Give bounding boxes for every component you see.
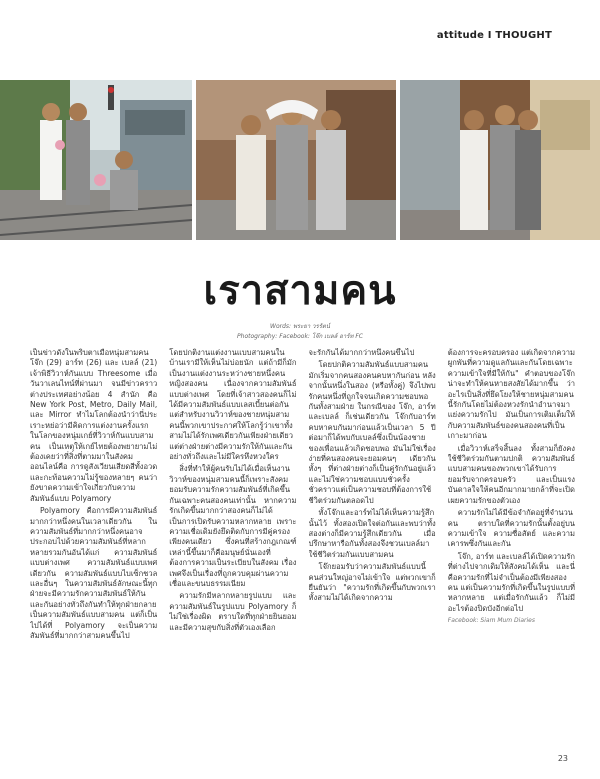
article-title: เราสามคน — [203, 268, 397, 314]
text-column-3 — [309, 348, 436, 738]
paragraph: เมื่อวิวาห์เสร็จสิ้นลง ทั้งสามก็ยังคงใช้ชีวิตร่วมกันตามปกติ ความสัมพันธ์แบบสามคนของพวกเขาได้รับการยอมรับจากครอบครัว และเป็นแรงบันดาลใจให้คนอีกมากมายกล้าที่จะเปิดเผยความรักของตัวเอง — [447, 443, 575, 505]
wedding-photo-2 — [196, 80, 396, 240]
paragraph: จะรักกันได้มากกว่าหนึ่งคนขึ้นไป — [308, 348, 415, 357]
writer-credit: Words: พระยา วรรัตน์ — [270, 323, 330, 330]
photo-source-note: Facebook: Siam Mum Diaries — [447, 617, 535, 625]
paragraph: โจ๊ก, อาร์ท และเบลล์ได้เปิดความรักที่ต่างไปจากเดิมให้สังคมได้เห็น และนี่คือความรักที่ไม่จำเป็นต้องมีเพียงสองคน แต่เป็นความรักที่เกิดขึ้นในรูปแบบที่หลากหลาย แต่เมื่อรักกันแล้ว ก็ไม่มีอะไรต้องปิดบังอีกต่อไป — [447, 551, 575, 613]
photo-strip — [0, 80, 600, 240]
paragraph: ความรักไม่ได้มีข้อจำกัดอยู่ที่จำนวนคน ตราบใดที่ความรักนั้นตั้งอยู่บนความเข้าใจ ความซื่อสัตย์ และความเคารพซึ่งกันและกัน — [447, 508, 575, 549]
text-column-1 — [30, 348, 157, 738]
paragraph: โดยปกติความสัมพันธ์แบบสามคนมักเริ่มจากคนสองคนคบหากันก่อน หลังจากนั้นหนึ่งในสอง (หรือทั้งคู่) จึงไปพบรักคนหนึ่งที่ถูกใจจนเกิดความชอบพอกันทั้งสามฝ่าย ในกรณีของ โจ๊ก, อาร์ท และเบลล์ ก็เช่นเดียวกัน โจ๊กกับอาร์ทคบหาคบกันมาก่อนแล้วเป็นเวลา 5 ปี ต่อมาก็ได้พบกับเบลล์ซึ่งเป็นน้องชายของเพื่อนแล้วเกิดชอบพอ มันไม่ใช่เรื่องง่ายที่คนสองคนจะยอมคนๆ เดียวกันทั้งๆ ที่ต่างฝ่ายต่างก็เป็นคู่รักกันอยู่แล้ว และไม่ใช่ความชอบแบบชั่วครั้งชั่วคราวแต่เป็นความชอบที่ต้องการใช้ชีวิตร่วมกันตลอดไป — [308, 360, 436, 505]
text-column-4 — [448, 348, 575, 738]
wedding-photo-1 — [0, 80, 192, 240]
paragraph: โดยปกติงานแต่งงานแบบสามคนในบ้านเรามีให้เห็นไม่บ่อยนัก แต่ถ้ามีก็มักเป็นงานแต่งงานระหว่างชายหนึ่งคนหญิงสองคน เนื่องจากความสัมพันธ์แบบต่างเพศ โดยที่เจ้าสาวสองคนก็ไม่ได้มีความสัมพันธ์แบบเลสเบี้ยนต่อกัน แต่สำหรับงานวิวาห์ของชายหนุ่มสามคนนี้พวกเขาประกาศให้โลกรู้ว่าเขาทั้งสามไม่ได้รักเพศเดียวกันเพียงฝ่ายเดียว แต่ต่างฝ่ายต่างมีความรักให้กันและกันอย่างทั่วถึงและไม่มีใครหึงหวงใคร — [169, 348, 297, 462]
section-header: attitude I THOUGHT — [436, 30, 552, 41]
text-column-2 — [169, 348, 296, 738]
paragraph: ทั้งโจ๊กและอาร์ทไม่ได้เห็นความรู้สึกนั้นไว้ ทั้งสองเปิดใจต่อกันและพบว่าทั้งสองต่างก็มีความรู้สึกเดียวกัน เมื่อปรึกษาหารือกันทั้งสองจึงชวนเบลล์มาใช้ชีวิตร่วมกันแบบสามคน — [308, 508, 436, 559]
paragraph: ต้องการจะครอบครอง แต่เกิดจากความผูกพันที่ความดูแลกันและกันโดยเฉพาะความเข้าใจที่มีให้กัน" คำตอบของโจ๊กน่าจะทำให้คนหายสงสัยได้มากขึ้น ว่าอะไรเป็นสิ่งที่ยึดโยงให้ชายหนุ่มสามคนนี้รักกันโดยไม่ต้องหวงรักนำอำนาจมาแย่งความรักไป มันเป็นการเติมเต็มให้กับความสัมพันธ์ของคนสองคนที่เป็นเกาะมาก่อน — [447, 348, 575, 441]
wedding-photo-3 — [400, 80, 600, 240]
paragraph: เป็นข่าวดังในพริบตาเมื่อหนุ่มสามคน โจ๊ก (29) อาร์ท (26) และ เบลล์ (21) เจ้าพิธีวิวาห์กันแบบ Threesome เมื่อวันวาเลนไทน์ที่ผ่านมา จนมีข่าวคราวต่างประเทศอย่างน้อย 4 สำนัก คือ New York Post, Metro, Daily Mail, และ Mirror ทำไมโลกต้องนำว่านี่ประเราะหย่อว่ามีคิดการแต่งงานครั้งแรกในโลกของหนุ่มเกย์ที่วิวาห์กันแบบสามคน เป็นเหตุให้เกย์ไทยต้องพยายามไม่ต้องเคยว่าที่สิ่งที่ตามมาในสังคมออนไลน์คือ การดูสังเวียนเสียดสีทั้งอวดและกะท้อนความไม่รู้ของหลายๆ คนว่ายังขาดความเข้าใจเกี่ยวกับความสัมพันธ์แบบ Polyamory — [30, 348, 158, 503]
paragraph: โจ๊กยอมรับว่าความสัมพันธ์แบบนี้ คนส่วนใหญ่อาจไม่เข้าใจ แต่พวกเขาก็ยืนยันว่า "ความรักที่เกิดขึ้นกับพวกเราทั้งสามไม่ได้เกิดจากความ — [308, 562, 436, 603]
paragraph: สิ่งที่ทำให้ผู้คนรับไม่ได้เมื่อเห็นงานวิวาห์ของหนุ่มสามคนนี้ก็เพราะสังคมยอมรับความรักความสัมพันธ์ที่เกิดขึ้นกันเฉพาะคนสองคนเท่านั้น หากความรักเกิดขึ้นมากกว่าสองคนก็ไม่ได้เป็นการเปิดรับความหลากหลาย เพราะความเชื่อเดิมยังยึดติดกับการมีคู่ครองเพียงคนเดียว ซึ่งคนที่สร้างกฎเกณฑ์เหล่านี้ขึ้นมาก็คือมนุษย์นั่นเองที่ต้องการความเป็นระเบียบในสังคม เรื่องเพศจึงเป็นเรื่องที่ถูกควบคุมผ่านความเชื่อและขนบธรรมเนียม — [169, 464, 297, 588]
paragraph: ความรักมีหลากหลายรูปแบบ และความสัมพันธ์ในรูปแบบ Polyamory ก็ไม่ใช่เรื่องผิด ตราบใดที่ทุกฝ่ายยินยอมและมีความสุขกับสิ่งที่ตัวเองเลือก — [169, 591, 297, 632]
photo-credit: Photography: Facebook: โจ๊ก เบลล์ อาร์ท FC — [237, 333, 363, 340]
paragraph: Polyamory คือการมีความสัมพันธ์มากกว่าหนึ่งคนในเวลาเดียวกัน ในความสัมพันธ์ที่มากกว่าหนึ่งคนอาจประกอบไปด้วยความสัมพันธ์ที่หลากหลายรวมกันอันได้แก่ ความสัมพันธ์แบบต่างเพศ ความสัมพันธ์แบบเพศเดียวกัน ความสัมพันธ์แบบไบเซ็กชวลและอื่นๆ ในความสัมพันธ์ลักษณะนี้ทุกฝ่ายจะมีความรักความสัมพันธ์ให้กันและกันอย่างทั่วถึงกันทำให้ทุกฝ่ายกลายเป็นความสัมพันธ์แบบสามคน แต่ก็เป็นไปได้ที่ Polyamory จะเป็นความสัมพันธ์ที่มากกว่าสามคนขึ้นไป — [30, 506, 158, 640]
page-number: 23 — [557, 754, 568, 763]
article-body — [30, 348, 575, 738]
article-credits — [0, 322, 600, 342]
